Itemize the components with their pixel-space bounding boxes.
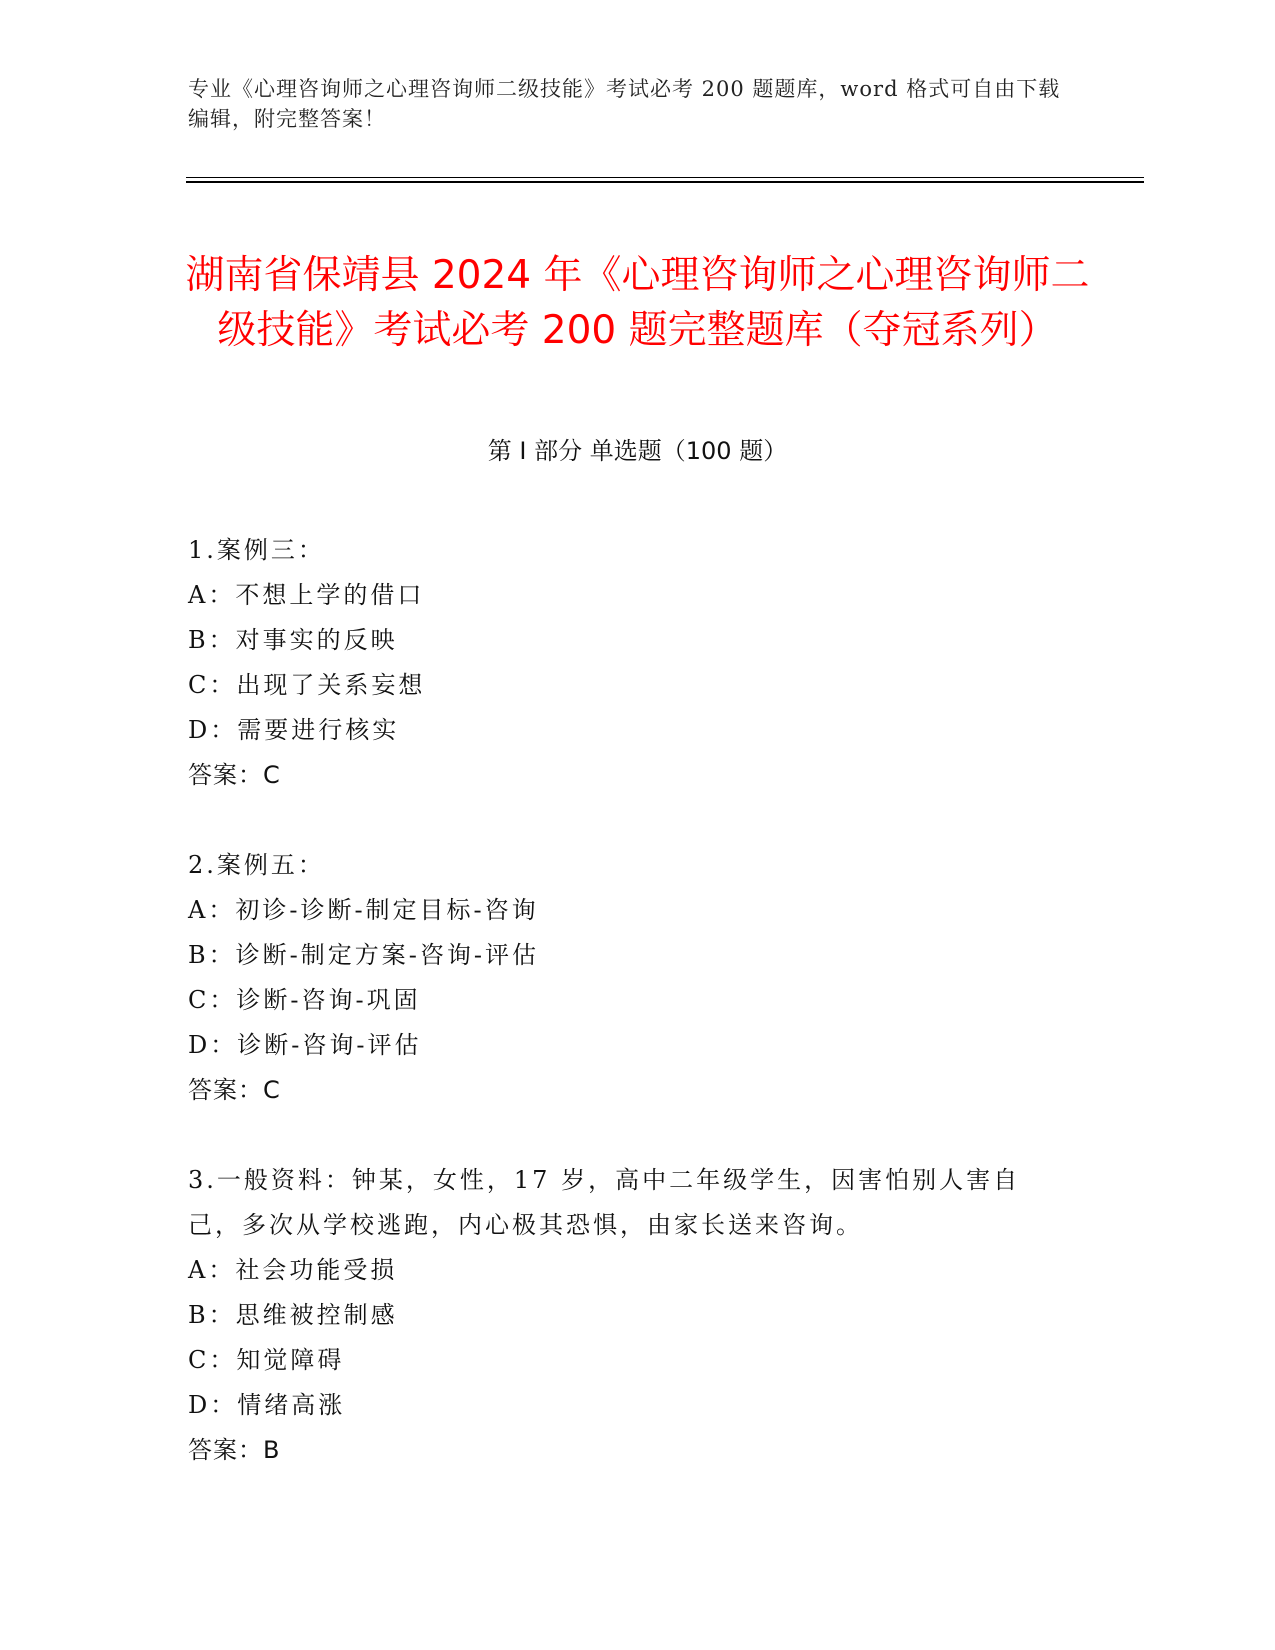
option-d: D：情绪高涨 <box>188 1391 346 1419</box>
option-b: B：诊断-制定方案-咨询-评估 <box>188 941 539 969</box>
document-title: 湖南省保靖县 2024 年《心理咨询师之心理咨询师二级技能》考试必考 200 题完整题库（夺冠系列） <box>185 253 1090 354</box>
question-1 <box>188 528 1068 798</box>
option-b: B：思维被控制感 <box>188 1301 398 1329</box>
question-stem: 1.案例三： <box>188 536 325 564</box>
answer: 答案：C <box>188 1076 281 1104</box>
header-divider-thin <box>186 177 1144 178</box>
option-c: C：诊断-咨询-巩固 <box>188 986 421 1014</box>
option-a: A：社会功能受损 <box>188 1256 398 1284</box>
option-d: D：诊断-咨询-评估 <box>188 1031 422 1059</box>
answer: 答案：C <box>188 761 281 789</box>
question-3 <box>188 1158 1068 1473</box>
option-c: C：知觉障碍 <box>188 1346 345 1374</box>
option-c: C：出现了关系妄想 <box>188 671 426 699</box>
option-a: A：初诊-诊断-制定目标-咨询 <box>188 896 539 924</box>
option-b: B：对事实的反映 <box>188 626 398 654</box>
option-a: A：不想上学的借口 <box>188 581 425 609</box>
question-stem: 3.一般资料：钟某，女性，17 岁，高中二年级学生，因害怕别人害自己，多次从学校逃跑，内心极其恐惧，由家长送来咨询。 <box>188 1166 1021 1239</box>
intro-text: 专业《心理咨询师之心理咨询师二级技能》考试必考 200 题题库，word 格式可自由下载编辑，附完整答案！ <box>188 77 1061 131</box>
header-divider-thick <box>186 181 1144 183</box>
option-d: D：需要进行核实 <box>188 716 400 744</box>
answer: 答案：B <box>188 1436 281 1464</box>
question-stem: 2.案例五： <box>188 851 325 879</box>
section-heading: 第 I 部分 单选题（100 题） <box>487 437 788 465</box>
question-2 <box>188 843 1068 1113</box>
question-list <box>188 528 1068 1518</box>
